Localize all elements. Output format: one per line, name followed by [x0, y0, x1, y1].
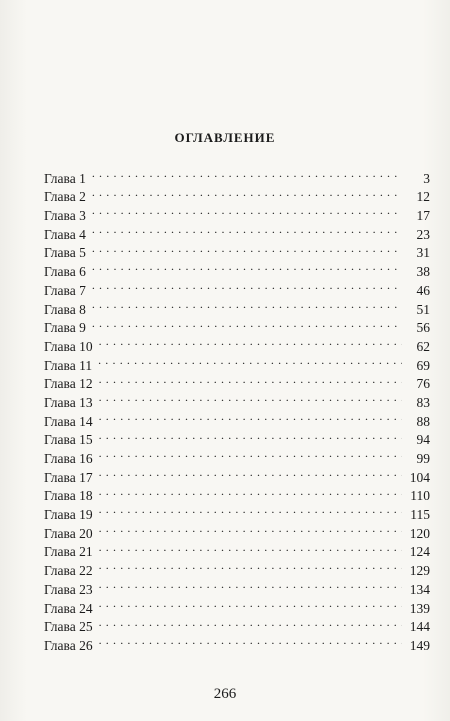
dot-leader: [99, 538, 402, 557]
toc-entry: [44, 538, 430, 560]
dot-leader: [99, 482, 402, 501]
toc-entry-label: Глава 12: [44, 376, 93, 392]
toc-entry: [44, 613, 430, 635]
dot-leader: [92, 295, 402, 314]
toc-entry-page: 56: [416, 320, 430, 336]
toc-entry-page: 134: [409, 581, 430, 597]
toc-entry-label: Глава 25: [44, 619, 93, 635]
toc-entry-label: Глава 19: [44, 507, 93, 523]
toc-entry-label: Глава 14: [44, 413, 93, 429]
dot-leader: [99, 500, 402, 519]
toc-entry-label: Глава 16: [44, 451, 93, 466]
toc-entry-page: 149: [409, 637, 430, 653]
toc-entry: [44, 257, 430, 280]
dot-leader: [99, 463, 402, 482]
toc-entry: [44, 239, 430, 261]
toc-entry: [44, 407, 430, 429]
dot-leader: [99, 388, 402, 407]
dot-leader: [92, 201, 402, 220]
toc-entry-label: Глава 20: [44, 525, 93, 541]
toc-entry: [44, 276, 430, 298]
toc-entry: [44, 295, 430, 317]
dot-leader: [99, 444, 402, 463]
dot-leader: [99, 332, 402, 351]
toc-entry-page: 31: [416, 245, 430, 261]
toc-entry-label: Глава 15: [44, 432, 93, 448]
dot-leader: [92, 257, 402, 276]
toc-entry-page: 124: [409, 544, 430, 560]
dot-leader: [99, 519, 402, 538]
dot-leader: [99, 631, 402, 650]
dot-leader: [92, 164, 402, 183]
toc-entry-label: Глава 9: [44, 320, 86, 336]
toc-entry: [44, 519, 430, 541]
toc-entry-label: Глава 23: [44, 581, 93, 597]
toc-entry-label: Глава 4: [44, 226, 86, 242]
toc-entry: [44, 220, 430, 242]
toc-entry-page: 110: [410, 488, 430, 504]
toc-entry-label: Глава 11: [44, 357, 93, 373]
dot-leader: [99, 594, 402, 613]
toc-entry-page: 69: [416, 357, 430, 373]
dot-leader: [99, 370, 402, 389]
toc-entry-page: 51: [416, 301, 430, 317]
toc-entry-label: Глава 21: [44, 544, 93, 560]
dot-leader: [99, 426, 402, 445]
toc-entry: [44, 351, 430, 373]
toc-entry: [44, 370, 430, 392]
toc-entry-page: 115: [410, 507, 430, 523]
dot-leader: [99, 613, 402, 632]
toc-entry-page: 46: [416, 282, 430, 298]
toc-entry: [44, 482, 430, 504]
page-title: оглавление: [174, 126, 276, 147]
toc-entry-page: 120: [409, 525, 430, 541]
toc-entry: [44, 426, 430, 448]
toc-entry: [44, 164, 430, 186]
toc-entry: [44, 444, 430, 466]
page-number: 266: [213, 686, 237, 702]
toc-entry-label: Глава 3: [44, 208, 86, 224]
toc-entry-page: 83: [416, 394, 430, 410]
toc-entry-page: 129: [409, 563, 430, 579]
toc-entry: [44, 201, 430, 224]
dot-leader: [92, 314, 402, 333]
toc-entry-label: Глава 13: [44, 394, 93, 410]
toc-entry-page: 23: [416, 226, 430, 242]
toc-entry-label: Глава 10: [44, 338, 93, 354]
dot-leader: [99, 575, 402, 594]
toc-entry: [44, 594, 430, 616]
toc-entry: [44, 388, 430, 410]
toc-entry-label: Глава 2: [44, 189, 86, 205]
toc-entry-label: Глава 1: [44, 170, 86, 186]
dot-leader: [92, 239, 402, 258]
toc-entry-page: 17: [416, 208, 430, 224]
toc-entry-page: 12: [416, 189, 430, 205]
toc-entry-page: 38: [416, 264, 430, 280]
toc-entry: [44, 183, 430, 205]
toc-entry-page: 62: [416, 338, 430, 354]
dot-leader: [98, 351, 402, 370]
toc-entry-label: Глава 22: [44, 563, 93, 579]
table-of-contents: [44, 164, 430, 653]
dot-leader: [99, 407, 402, 426]
toc-entry: [44, 500, 430, 523]
toc-entry-label: Глава 5: [44, 245, 86, 261]
toc-entry-page: 76: [416, 376, 430, 392]
toc-entry-page: 99: [416, 451, 430, 466]
toc-entry-label: Глава 8: [44, 301, 86, 317]
toc-entry-label: Глава 7: [44, 282, 86, 298]
dot-leader: [99, 556, 402, 575]
toc-entry: [44, 314, 430, 336]
toc-entry-page: 88: [416, 413, 430, 429]
toc-entry-page: 104: [409, 469, 430, 485]
toc-entry-label: Глава 26: [44, 637, 93, 653]
toc-entry-page: 3: [423, 170, 430, 186]
toc-entry: [44, 556, 430, 579]
toc-entry: [44, 332, 430, 354]
toc-entry-page: 144: [409, 619, 430, 635]
toc-entry-page: 94: [416, 432, 430, 448]
dot-leader: [92, 276, 402, 295]
toc-entry-label: Глава 24: [44, 600, 93, 616]
toc-entry: [44, 631, 430, 653]
toc-entry-page: 139: [409, 600, 430, 616]
dot-leader: [92, 183, 402, 202]
toc-entry: [44, 463, 430, 485]
toc-entry-label: Глава 17: [44, 469, 93, 485]
dot-leader: [92, 220, 402, 239]
toc-entry-label: Глава 18: [44, 488, 93, 504]
toc-entry: [44, 575, 430, 597]
toc-entry-label: Глава 6: [44, 264, 86, 280]
